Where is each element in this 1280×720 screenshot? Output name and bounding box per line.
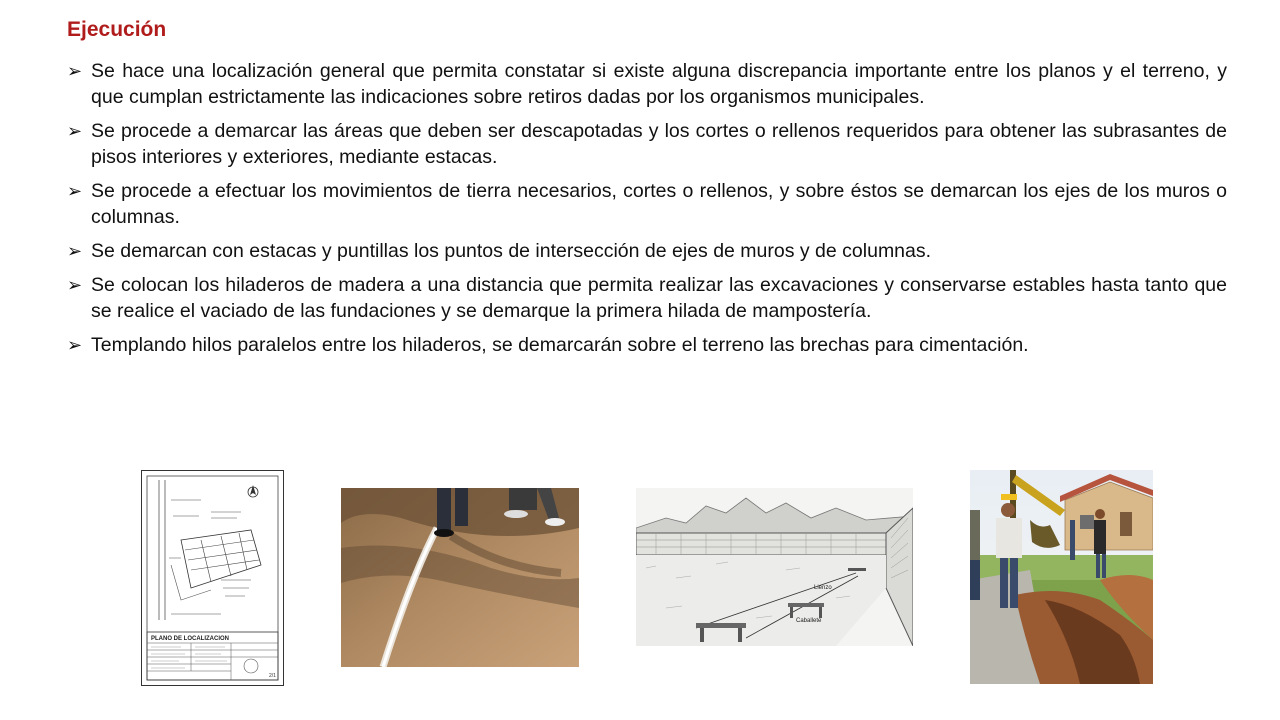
sketch-label-2: Caballete — [796, 618, 822, 624]
arrow-bullet-icon: ➢ — [67, 335, 83, 355]
image-strip — [0, 468, 1280, 688]
arrow-bullet-icon: ➢ — [67, 181, 83, 201]
batter-board-sketch — [636, 488, 913, 646]
bullet-item — [67, 118, 1227, 170]
ground-marking-photo — [341, 488, 579, 667]
bullet-text: Se hace una localización general que permita constatar si existe alguna discrepancia importante entre los planos y el terreno, y que cumplan estrictamente las indicaciones sobre retiros dadas por los organismos municipales. — [91, 60, 1227, 108]
sheet-number: 2/1 — [269, 673, 276, 679]
sketch-label-1: Lienzo — [814, 585, 832, 591]
plan-heading: PLANO DE LOCALIZACION — [151, 636, 229, 642]
bullet-text: Se demarcan con estacas y puntillas los puntos de intersección de ejes de muros y de columnas. — [91, 240, 932, 262]
slide-title: Ejecución — [67, 18, 167, 41]
bullet-item — [67, 272, 1227, 324]
excavation-photo — [970, 470, 1153, 684]
bullet-item — [67, 238, 1227, 264]
arrow-bullet-icon: ➢ — [67, 121, 83, 141]
arrow-bullet-icon: ➢ — [67, 61, 83, 81]
arrow-bullet-icon: ➢ — [67, 241, 83, 261]
bullet-item — [67, 178, 1227, 230]
bullet-text: Se procede a efectuar los movimientos de tierra necesarios, cortes o rellenos, y sobre éstos se demarcan los ejes de los muros o columnas. — [91, 180, 1227, 228]
bullet-item — [67, 58, 1227, 110]
arrow-bullet-icon: ➢ — [67, 275, 83, 295]
bullet-list — [67, 58, 1227, 366]
bullet-text: Se procede a demarcar las áreas que deben ser descapotadas y los cortes o rellenos requeridos para obtener las subrasantes de pisos interiores y exteriores, mediante estacas. — [91, 120, 1227, 168]
bullet-text: Se colocan los hiladeros de madera a una distancia que permita realizar las excavaciones y conservarse estables hasta tanto que se realice el vaciado de las fundaciones y se demarque la primera hilada de mampostería. — [91, 274, 1227, 322]
bullet-item — [67, 332, 1227, 358]
site-plan-image — [141, 470, 284, 686]
bullet-text: Templando hilos paralelos entre los hiladeros, se demarcarán sobre el terreno las brechas para cimentación. — [91, 334, 1029, 356]
